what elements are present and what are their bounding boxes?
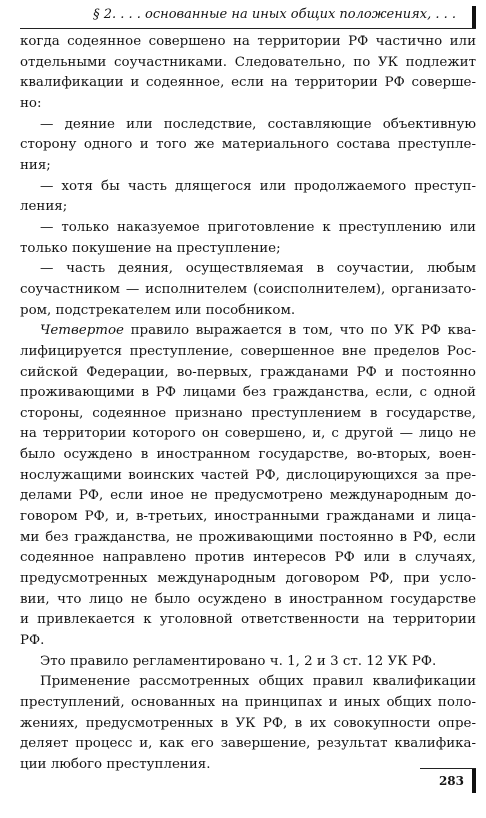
page-number: 283 [438,774,464,788]
text-line: содеянное направлено против интересов РФ или в случаях, [20,550,476,566]
text-line: нослужащими воинских частей РФ, дислоцирующихся за пре- [20,467,476,483]
header-thumb-bar [472,6,476,28]
text-line: преступлений, основанных на принципах и иных общих поло- [20,695,476,710]
running-header [20,4,476,29]
text-line: было осуждено в иностранном государстве, во-вторых, воен- [20,447,476,463]
text-line: отдельными соучастниками. Следовательно, по УК подлежит [20,54,476,70]
text-line: РФ. [20,633,45,649]
text-line: говором РФ, и, в-третьих, иностранными гражданами и лица- [20,509,476,525]
text-line: на территории которого он совершено, и, с другой — лицо не [20,426,476,442]
text-line: когда содеянное совершено на территории РФ частично или [20,34,476,49]
text-line: — часть деяния, осуществляемая в соучастии, любым [40,261,476,277]
text-line: ния; [20,157,51,173]
text-line: предусмотренных международным договором РФ, при усло- [20,571,476,587]
text-line: только покушение на преступление; [20,240,281,256]
text-line: квалификации и содеянное, если на территории РФ соверше- [20,75,476,91]
text-line: — только наказуемое приготовление к преступлению или [40,219,476,235]
text-line: вии, что лицо не было осуждено в иностранном государстве [20,591,476,607]
text-line: — хотя бы часть длящегося или продолжаемого преступ- [40,178,476,194]
text-line: стороны, содеянное признано преступлением в государстве, [20,405,476,421]
page-footer [420,768,476,795]
text-line: соучастником — исполнителем (соисполнителем), организато- [20,281,476,297]
text-line: и привлекается к уголовной ответственности на территории [20,612,476,628]
text-line: проживающими в РФ лицами без гражданства, если, с одной [20,385,476,401]
text-line: делами РФ, если иное не предусмотрено международным до- [20,488,476,504]
text-line: Применение рассмотренных общих правил квалификации [40,674,476,690]
text-line: ми без гражданства, не проживающими постоянно в РФ, если [20,529,476,545]
text-line: ром, подстрекателем или пособником. [20,302,296,318]
footer-thumb-bar [472,769,476,793]
text-line: — деяние или последствие, составляющие объективную [40,116,476,132]
text-line: сийской Федерации, во-первых, гражданами РФ и постоянно [20,364,476,380]
text-line: лифицируется преступление, совершенное вне пределов Рос- [20,343,476,359]
text-line: сторону одного и того же материального состава преступле- [20,137,476,153]
text-line [20,321,476,342]
text-line: жениях, предусмотренных в УК РФ, в их совокупности опре- [20,715,476,731]
text-line: ции любого преступления. [20,756,211,772]
running-title: § 2. . . . основанные на иных общих положениях, . . . [93,7,456,22]
emphasis-fourth: Четвертое [40,323,124,339]
text-line: Это правило регламентировано ч. 1, 2 и 3 ст. 12 УК РФ. [40,653,437,669]
text-line: но: [20,95,42,111]
body-text [20,32,476,776]
text-line: деляет процесс и, как его завершение, результат квалифика- [20,736,476,752]
text-line: ления; [20,199,68,215]
text-fragment: правило выражается в том, что по УК РФ ква- [130,323,476,339]
